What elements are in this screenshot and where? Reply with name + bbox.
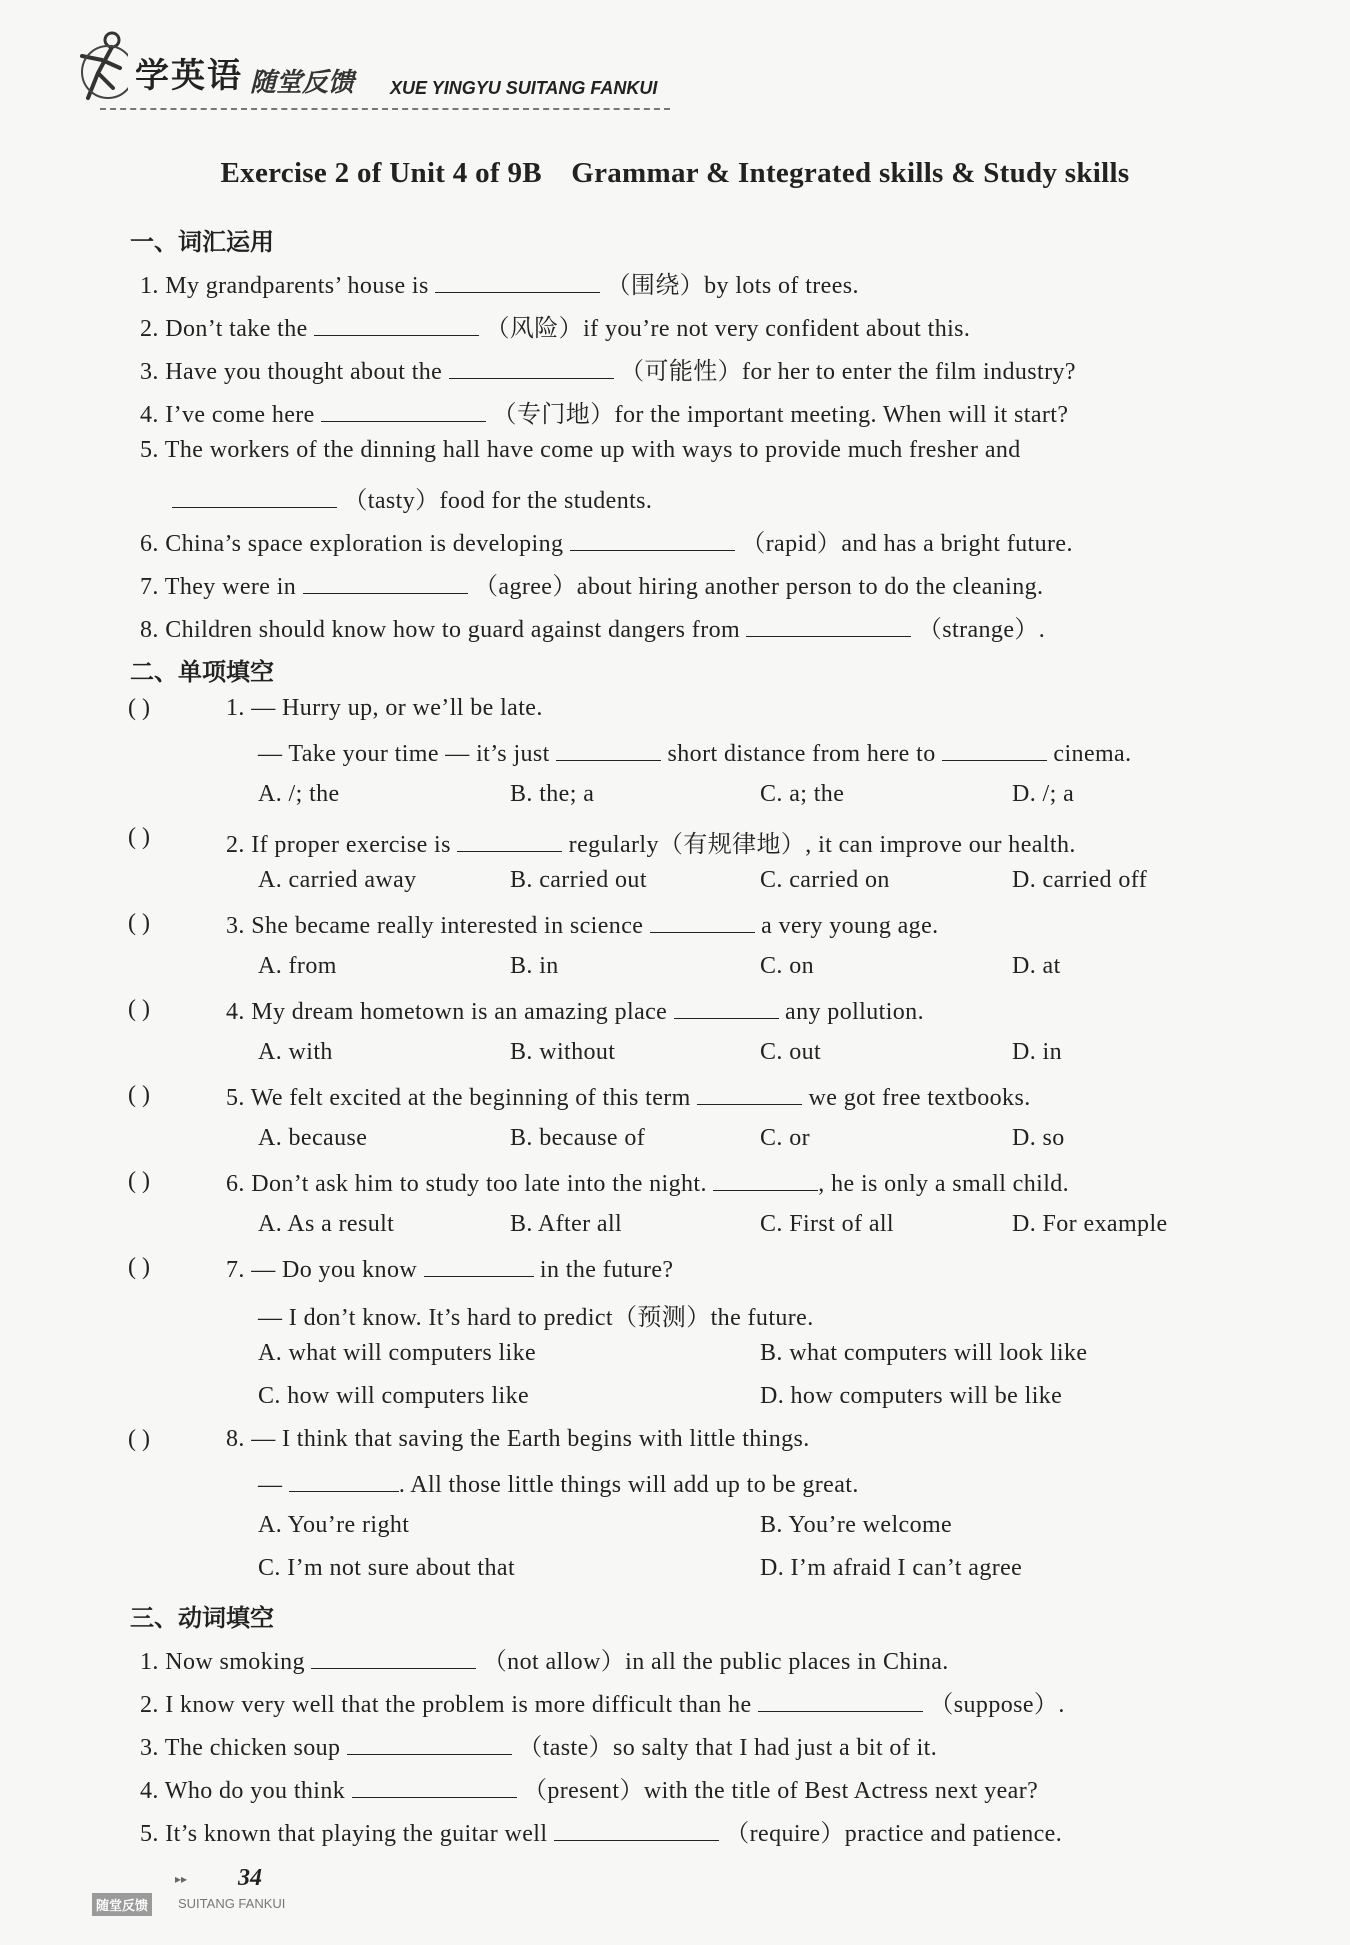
answer-blank[interactable] <box>289 1469 399 1492</box>
option-c: C. carried on <box>760 867 890 893</box>
option-b: B. without <box>510 1039 616 1065</box>
mc-question-5 <box>226 1082 1031 1112</box>
mc-question-1-line2 <box>258 738 1132 768</box>
item-text: we got free textbooks. <box>808 1085 1031 1111</box>
option-d: D. how computers will be like <box>760 1383 1063 1409</box>
item-number: 5. <box>140 1821 159 1847</box>
item-text: I’ve come here <box>165 402 315 428</box>
mc-question-7-line2: — I don’t know. It’s hard to predict（预测）the future. <box>258 1305 814 1331</box>
option-a: A. As a result <box>258 1211 395 1237</box>
item-text: The workers of the dinning hall have come up with ways to provide much fresher and <box>164 437 1021 463</box>
item-text: any pollution. <box>785 999 924 1025</box>
item-text: （可能性）for her to enter the film industry? <box>620 359 1076 385</box>
vocab-item-5 <box>140 437 1021 464</box>
option-c: C. First of all <box>760 1211 895 1237</box>
item-number: 1. <box>140 273 159 299</box>
item-text: （present）with the title of Best Actress next year? <box>522 1778 1039 1804</box>
answer-blank[interactable] <box>435 270 600 293</box>
item-text: The chicken soup <box>164 1735 341 1761</box>
answer-blank[interactable] <box>650 910 755 933</box>
header-rule <box>100 108 670 110</box>
item-number: 5. <box>226 1085 245 1111</box>
item-text: （围绕）by lots of trees. <box>606 273 859 299</box>
item-text: Now smoking <box>165 1649 305 1675</box>
mc-question-3 <box>226 910 939 940</box>
answer-blank[interactable] <box>457 829 562 852</box>
verb-item-4 <box>140 1770 1038 1805</box>
brand-cn-sub: 随堂反馈 <box>250 68 355 98</box>
footer-badge: 随堂反馈 <box>92 1893 152 1916</box>
item-text: Don’t ask him to study too late into the night. <box>251 1171 707 1197</box>
option-a: A. /; the <box>258 781 340 807</box>
section-2-heading: 二、单项填空 <box>130 658 274 686</box>
answer-blank[interactable] <box>556 738 661 761</box>
item-number: 2. <box>226 832 245 858</box>
answer-paren[interactable]: ( ) <box>128 910 150 936</box>
item-text: Who do you think <box>164 1778 346 1804</box>
item-text: — I think that saving the Earth begins with little things. <box>251 1426 810 1452</box>
option-a: A. what will computers like <box>258 1340 537 1366</box>
item-number: 3. <box>140 1735 159 1761</box>
answer-blank[interactable] <box>424 1254 534 1277</box>
answer-blank[interactable] <box>321 399 486 422</box>
mc-question-7 <box>226 1254 673 1284</box>
item-text: （专门地）for the important meeting. When will it start? <box>492 402 1069 428</box>
item-text: Have you thought about the <box>165 359 443 385</box>
answer-blank[interactable] <box>311 1646 476 1669</box>
item-number: 4. <box>140 1778 159 1804</box>
item-number: 6. <box>140 531 159 557</box>
item-text: We felt excited at the beginning of this term <box>250 1085 691 1111</box>
item-text: Don’t take the <box>165 316 308 342</box>
vocab-item-8 <box>140 609 1045 644</box>
item-text: （not allow）in all the public places in China. <box>482 1649 949 1675</box>
option-d: D. I’m afraid I can’t agree <box>760 1555 1023 1581</box>
verb-item-5 <box>140 1813 1062 1848</box>
answer-blank[interactable] <box>352 1775 517 1798</box>
option-b: B. in <box>510 953 559 979</box>
answer-paren[interactable]: ( ) <box>128 1082 150 1108</box>
item-text: （agree）about hiring another person to do the cleaning. <box>474 574 1044 600</box>
answer-paren[interactable]: ( ) <box>128 1426 150 1452</box>
item-number: 1. <box>226 695 245 721</box>
item-text: My grandparents’ house is <box>165 273 429 299</box>
item-number: 4. <box>140 402 159 428</box>
answer-blank[interactable] <box>303 571 468 594</box>
option-c: C. I’m not sure about that <box>258 1555 516 1581</box>
item-text: （rapid）and has a bright future. <box>741 531 1073 557</box>
answer-paren[interactable]: ( ) <box>128 1254 150 1280</box>
option-c: C. how will computers like <box>258 1383 530 1409</box>
item-text: . All those little things will add up to be great. <box>398 1472 859 1498</box>
answer-blank[interactable] <box>172 485 337 508</box>
item-text: a very young age. <box>761 913 939 939</box>
answer-paren[interactable]: ( ) <box>128 695 150 721</box>
option-d: D. so <box>1012 1125 1065 1151</box>
mc-question-8 <box>226 1426 810 1453</box>
item-number: 2. <box>140 316 159 342</box>
answer-paren[interactable]: ( ) <box>128 996 150 1022</box>
verb-item-1 <box>140 1641 949 1676</box>
option-d: D. in <box>1012 1039 1062 1065</box>
option-a: A. from <box>258 953 337 979</box>
option-c: C. on <box>760 953 815 979</box>
option-b: B. because of <box>510 1125 646 1151</box>
item-number: 7. <box>226 1257 245 1283</box>
answer-blank[interactable] <box>713 1168 818 1191</box>
item-text: cinema. <box>1053 741 1132 767</box>
mc-question-1 <box>226 695 543 722</box>
item-text: short distance from here to <box>667 741 936 767</box>
item-text: （strange）. <box>917 617 1046 643</box>
item-text: （风险）if you’re not very confident about this. <box>485 316 971 342</box>
item-text: — Take your time — it’s just <box>258 741 550 767</box>
answer-blank[interactable] <box>697 1082 802 1105</box>
answer-blank[interactable] <box>674 996 779 1019</box>
section-3-heading: 三、动词填空 <box>130 1604 274 1632</box>
item-text: It’s known that playing the guitar well <box>165 1821 548 1847</box>
item-number: 7. <box>140 574 159 600</box>
item-text: （require）practice and patience. <box>725 1821 1063 1847</box>
header <box>60 20 680 120</box>
mc-question-6 <box>226 1168 1069 1198</box>
option-b: B. what computers will look like <box>760 1340 1088 1366</box>
item-text: They were in <box>164 574 297 600</box>
option-a: A. You’re right <box>258 1512 410 1538</box>
vocab-item-1 <box>140 265 859 300</box>
option-b: B. carried out <box>510 867 647 893</box>
item-number: 2. <box>140 1692 159 1718</box>
mc-question-4 <box>226 996 924 1026</box>
vocab-item-6 <box>140 523 1073 558</box>
answer-blank[interactable] <box>570 528 735 551</box>
item-number: 1. <box>140 1649 159 1675</box>
item-number: 5. <box>140 437 159 463</box>
item-text: — Hurry up, or we’ll be late. <box>251 695 543 721</box>
verb-item-3 <box>140 1727 937 1762</box>
answer-blank[interactable] <box>942 738 1047 761</box>
brand-cn: 学英语 <box>135 56 243 96</box>
arrow-icon: ▸▸ <box>175 1872 188 1886</box>
answer-paren[interactable]: ( ) <box>128 1168 150 1194</box>
option-d: D. /; a <box>1012 781 1075 807</box>
item-text: My dream hometown is an amazing place <box>251 999 668 1025</box>
item-text: — Do you know <box>251 1257 418 1283</box>
option-c: C. out <box>760 1039 822 1065</box>
mc-question-8-line2 <box>258 1469 859 1499</box>
option-d: D. at <box>1012 953 1061 979</box>
item-text: — <box>258 1472 283 1498</box>
vocab-item-3 <box>140 351 1076 386</box>
page-title: Exercise 2 of Unit 4 of 9B Grammar & Integrated skills & Study skills <box>220 157 1130 189</box>
option-c: C. a; the <box>760 781 845 807</box>
item-text: （tasty）food for the students. <box>343 488 653 514</box>
answer-blank[interactable] <box>347 1732 512 1755</box>
item-text: I know very well that the problem is more difficult than he <box>165 1692 752 1718</box>
verb-item-2 <box>140 1684 1065 1719</box>
answer-blank[interactable] <box>449 356 614 379</box>
answer-blank[interactable] <box>554 1818 719 1841</box>
mc-question-2 <box>226 824 1076 859</box>
answer-blank[interactable] <box>758 1689 923 1712</box>
answer-blank[interactable] <box>746 614 911 637</box>
item-text: Children should know how to guard against dangers from <box>165 617 741 643</box>
item-number: 8. <box>226 1426 245 1452</box>
vocab-item-2 <box>140 308 970 343</box>
section-1-heading: 一、词汇运用 <box>130 228 274 256</box>
option-b: B. After all <box>510 1211 623 1237</box>
option-a: A. because <box>258 1125 368 1151</box>
option-b: B. the; a <box>510 781 595 807</box>
item-number: 6. <box>226 1171 245 1197</box>
item-text: in the future? <box>539 1257 674 1283</box>
item-text: , he is only a small child. <box>818 1171 1070 1197</box>
page-number: 34 <box>238 1865 262 1891</box>
item-text: （taste）so salty that I had just a bit of it. <box>518 1735 938 1761</box>
runner-logo-icon <box>68 28 128 108</box>
footer-label: SUITANG FANKUI <box>178 1896 286 1911</box>
vocab-item-5-cont <box>172 480 652 515</box>
item-text: She became really interested in science <box>251 913 644 939</box>
item-text: China’s space exploration is developing <box>165 531 564 557</box>
item-text: regularly（有规律地）, it can improve our health. <box>568 832 1076 858</box>
item-text: （suppose）. <box>929 1692 1065 1718</box>
answer-blank[interactable] <box>314 313 479 336</box>
item-text: If proper exercise is <box>251 832 451 858</box>
option-c: C. or <box>760 1125 810 1151</box>
vocab-item-4 <box>140 394 1068 429</box>
brand-en: XUE YINGYU SUITANG FANKUI <box>390 78 658 98</box>
option-d: D. carried off <box>1012 867 1148 893</box>
option-b: B. You’re welcome <box>760 1512 953 1538</box>
item-number: 3. <box>226 913 245 939</box>
answer-paren[interactable]: ( ) <box>128 824 150 850</box>
vocab-item-7 <box>140 566 1043 601</box>
option-a: A. carried away <box>258 867 417 893</box>
item-number: 4. <box>226 999 245 1025</box>
option-d: D. For example <box>1012 1211 1168 1237</box>
item-number: 3. <box>140 359 159 385</box>
option-a: A. with <box>258 1039 333 1065</box>
item-number: 8. <box>140 617 159 643</box>
